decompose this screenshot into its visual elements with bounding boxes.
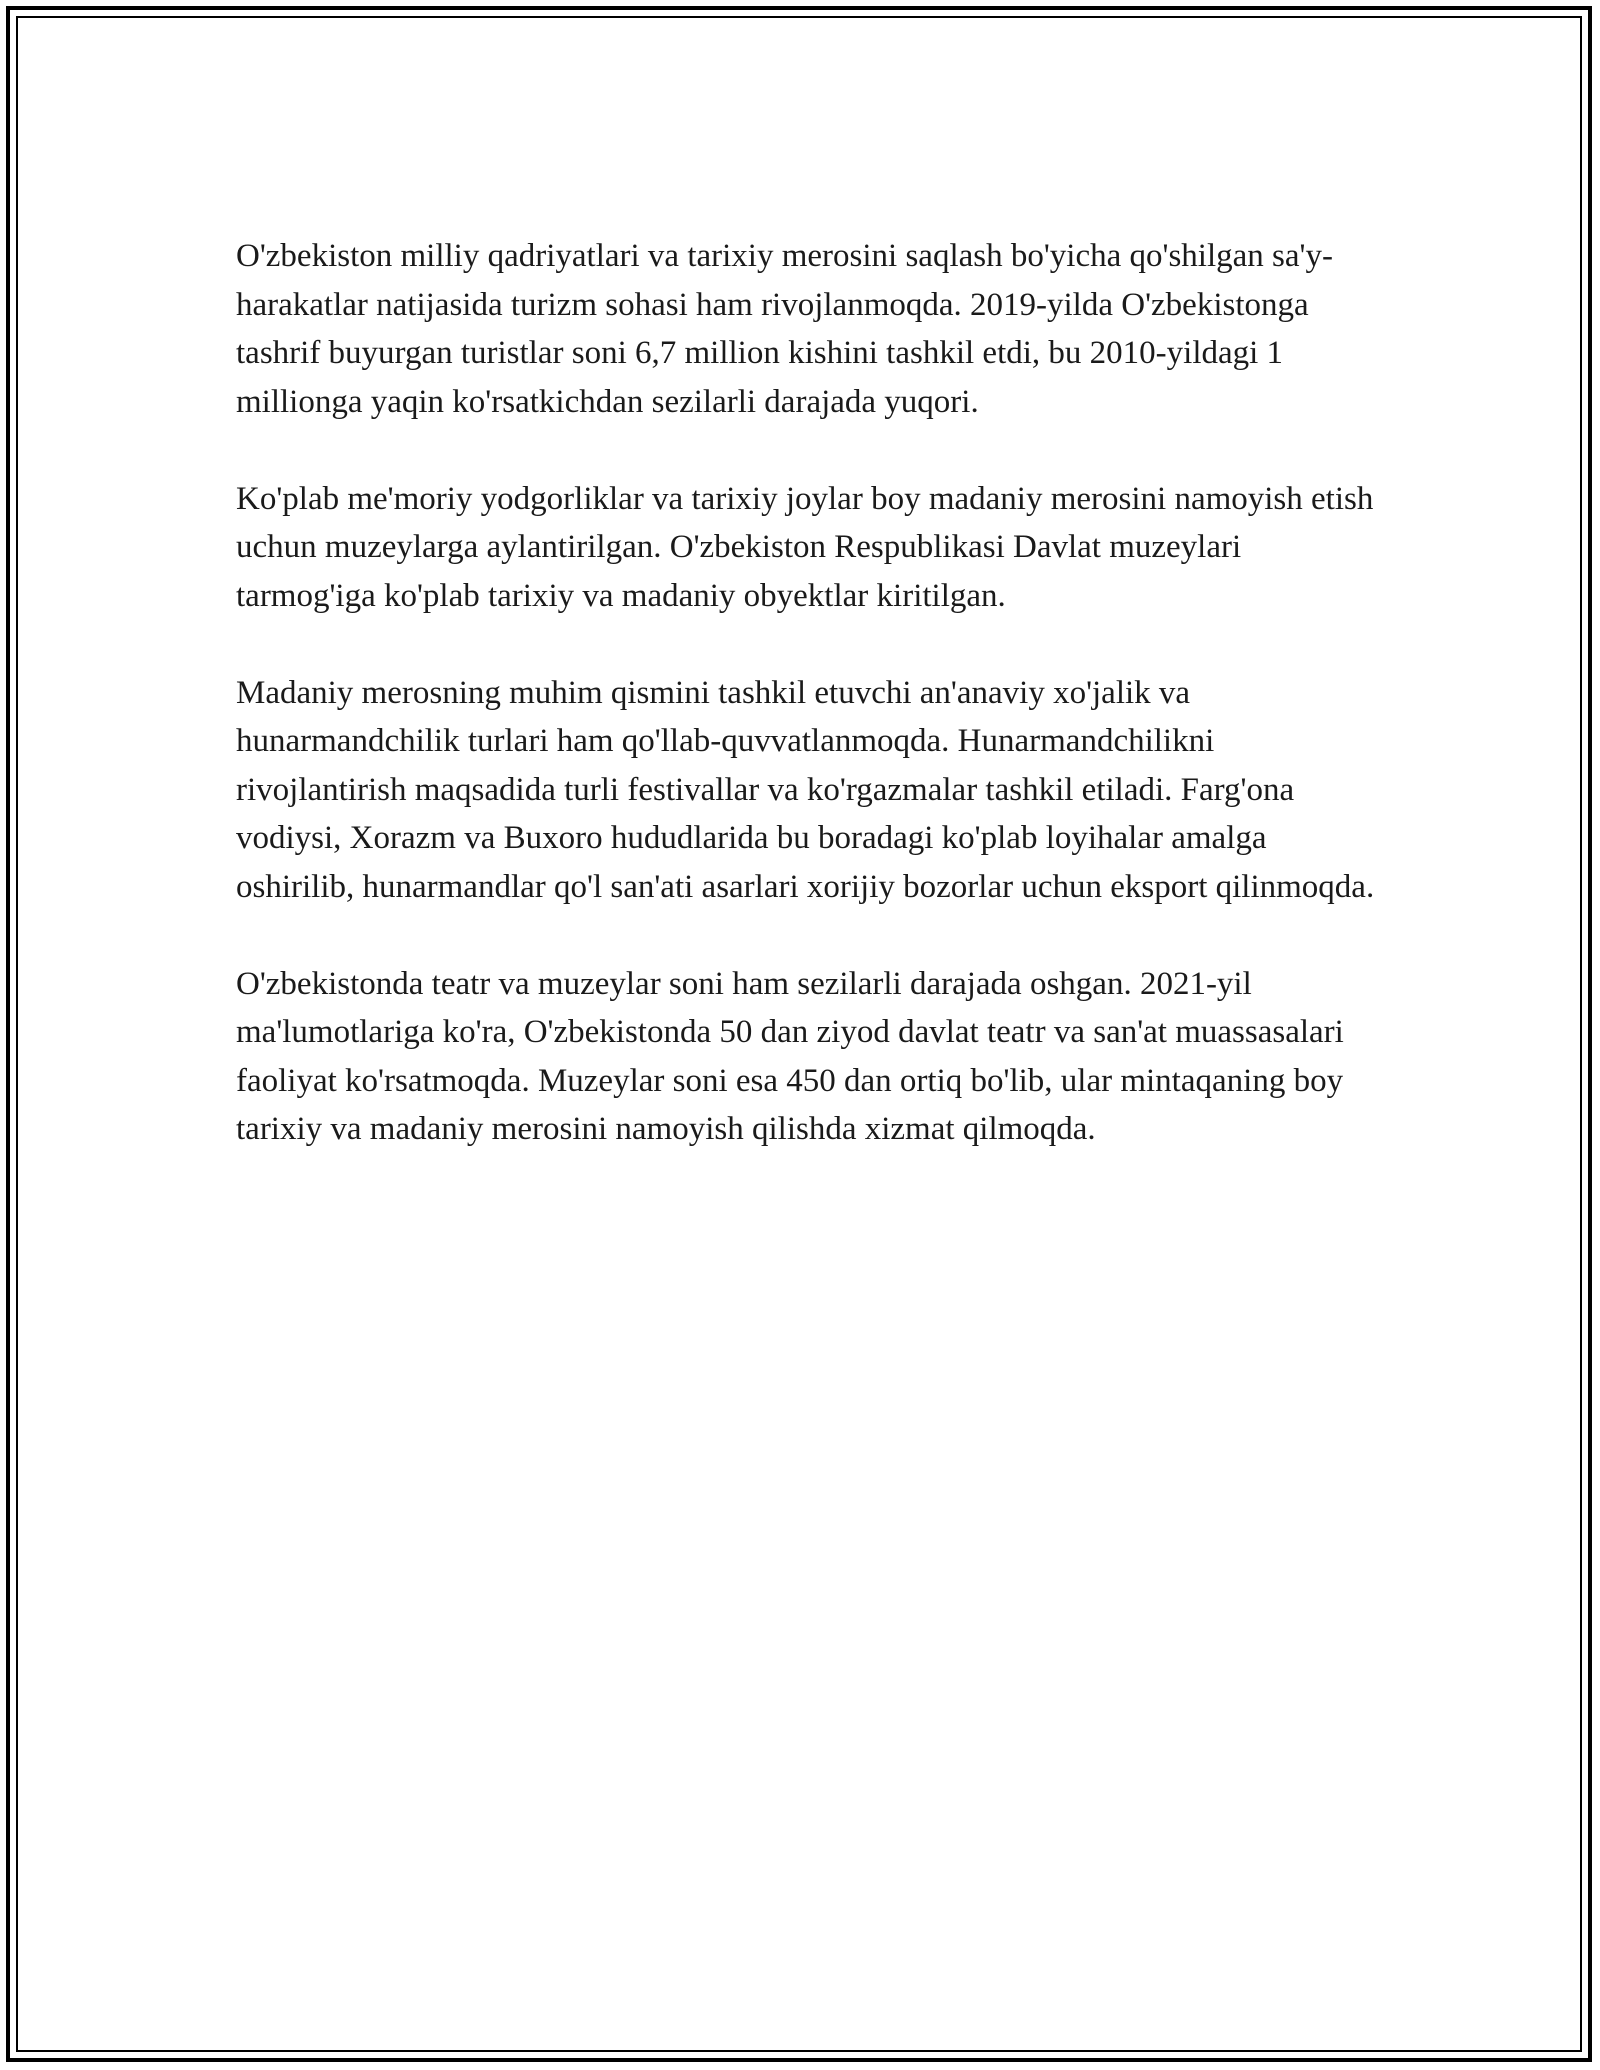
paragraph-crafts: Madaniy merosning muhim qismini tashkil etuvchi an'anaviy xo'jalik va hunarmandchilik turlari ham qo'llab-quvvatlanmoqda. Hunarmandchilikni rivojlantirish maqsadida turli festivallar va ko'rgazmalar tashkil etiladi. Farg'ona vodiysi, Xorazm va Buxoro hududlarida bu boradagi ko'plab loyihalar amalga oshirilib, hunarmandlar qo'l san'ati asarlari xorijiy bozorlar uchun eksport qilinmoqda.: [236, 674, 1375, 905]
paragraph-tourism: O'zbekiston milliy qadriyatlari va tarixiy merosini saqlash bo'yicha qo'shilgan sa'y-harakatlar natijasida turizm sohasi ham rivojlanmoqda. 2019-yilda O'zbekistonga tashrif buyurgan turistlar soni 6,7 million kishini tashkil etdi, bu 2010-yildagi 1 millionga yaqin ko'rsatkichdan sezilarli darajada yuqori.: [236, 238, 1333, 420]
paragraph-theatres: O'zbekistonda teatr va muzeylar soni ham sezilarli darajada oshgan. 2021-yil ma'lumotlariga ko'ra, O'zbekistonda 50 dan ziyod davlat teatr va san'at muassasalari faoliyat ko'rsatmoqda. Muzeylar soni esa 450 dan ortiq bo'lib, ular mintaqaning boy tarixiy va madaniy merosini namoyish qilishda xizmat qilmoqda.: [236, 965, 1344, 1147]
document-body: [236, 232, 1386, 1202]
paragraph-museums: Ko'plab me'moriy yodgorliklar va tarixiy joylar boy madaniy merosini namoyish etish uchun muzeylarga aylantirilgan. O'zbekiston Respublikasi Davlat muzeylari tarmog'iga ko'plab tarixiy va madaniy obyektlar kiritilgan.: [236, 480, 1374, 614]
